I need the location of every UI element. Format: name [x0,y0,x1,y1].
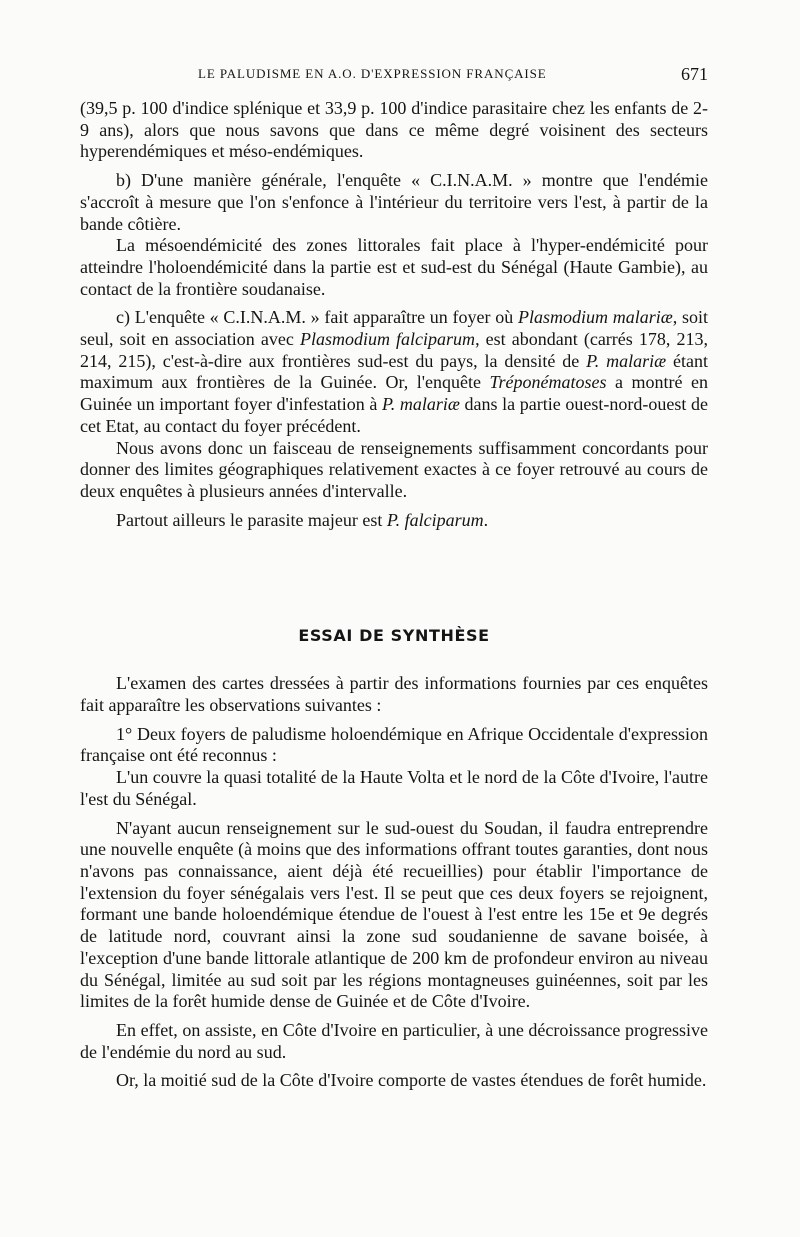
paragraph: N'ayant aucun renseignement sur le sud-ouest du Soudan, il faudra entreprendre une nouvelle enquête (à moins que des informations offrant toutes garanties, dont nous n'avons pas connaissance, aient déjà été recueillies) pour établir l'importance de l'extension du foyer sénégalais vers l'est. Il se peut que ces deux foyers se rejoignent, formant une bande holoendémique étendue de l'ouest à l'est entre les 15e et 9e degrés de latitude nord, couvrant ainsi la zone sud soudanienne de savane boisée, à l'exception d'une bande littorale atlantique de 200 km de profondeur environ au niveau du Sénégal, limitée au sud soit par les régions montagneuses guinéennes, soit par les limites de la forêt humide dense de Guinée et de Côte d'Ivoire. [80,817,708,1012]
paragraph: 1° Deux foyers de paludisme holoendémique en Afrique Occidentale d'expression française ont été reconnus : [80,723,708,766]
paragraph: (39,5 p. 100 d'indice splénique et 33,9 p. 100 d'indice parasitaire chez les enfants de 2-9 ans), alors que nous savons que dans ce même degré voisinent des secteurs hyperendémiques et méso-endémiques. [80,98,708,162]
species-name: P. malariæ [586,350,667,371]
text-run: étant maximum aux frontières de la Guinée. Or, l'enquête [80,350,709,393]
text-run: dans la partie ouest-nord-ouest de cet Etat, au contact du foyer précédent. [80,394,709,436]
body-text [80,98,708,1092]
species-name: Plasmodium falciparum [299,329,476,350]
section-heading: ESSAI DE SYNTHÈSE [298,626,490,646]
text-run: a montré en Guinée un important foyer d'infestation à [80,372,708,415]
paragraph: En effet, on assiste, en Côte d'Ivoire en particulier, à une décroissance progressive de l'endémie du nord au sud. [80,1019,708,1062]
paragraph: L'examen des cartes dressées à partir des informations fournies par ces enquêtes fait apparaître les observations suivantes : [80,673,708,716]
text-run: , est abondant (carrés 178, 213, 214, 215), c'est-à-dire aux frontières sud-est du pays, la densité de [80,329,708,371]
paragraph: Nous avons donc un faisceau de renseignements suffisamment concordants pour donner des limites géographiques relativement exactes à ce foyer retrouvé au cours de deux enquêtes à plusieurs années d'intervalle. [80,437,708,501]
species-name: P. falciparum [386,509,484,530]
paragraph [80,307,708,437]
text-run: . [483,509,489,530]
text-run: c) L'enquête « C.I.N.A.M. » fait apparaître un foyer où [116,307,518,328]
text-run: , soit seul, soit en association avec [80,307,708,350]
survey-name: Tréponématoses [489,372,607,393]
page-number: 671 [681,64,708,84]
running-title: LE PALUDISME EN A.O. D'EXPRESSION FRANÇAISE [198,66,547,81]
paragraph [80,510,708,532]
paragraph: L'un couvre la quasi totalité de la Haute Volta et le nord de la Côte d'Ivoire, l'autre l'est du Sénégal. [80,767,708,809]
running-header [80,64,708,86]
species-name: Plasmodium malariæ [518,307,673,328]
paragraph: b) D'une manière générale, l'enquête « C.I.N.A.M. » montre que l'endémie s'accroît à mesure que l'on s'enfonce à l'intérieur du territoire vers l'est, à partir de la bande côtière. [80,170,708,234]
species-name: P. malariæ [382,394,460,415]
paragraph: La mésoendémicité des zones littorales fait place à l'hyper-endémicité pour atteindre l'holoendémicité dans la partie est et sud-est du Sénégal (Haute Gambie), au contact de la frontière soudanaise. [80,235,708,299]
text-run: Partout ailleurs le parasite majeur est [116,509,387,530]
paragraph: Or, la moitié sud de la Côte d'Ivoire comporte de vastes étendues de forêt humide. [116,1070,707,1091]
